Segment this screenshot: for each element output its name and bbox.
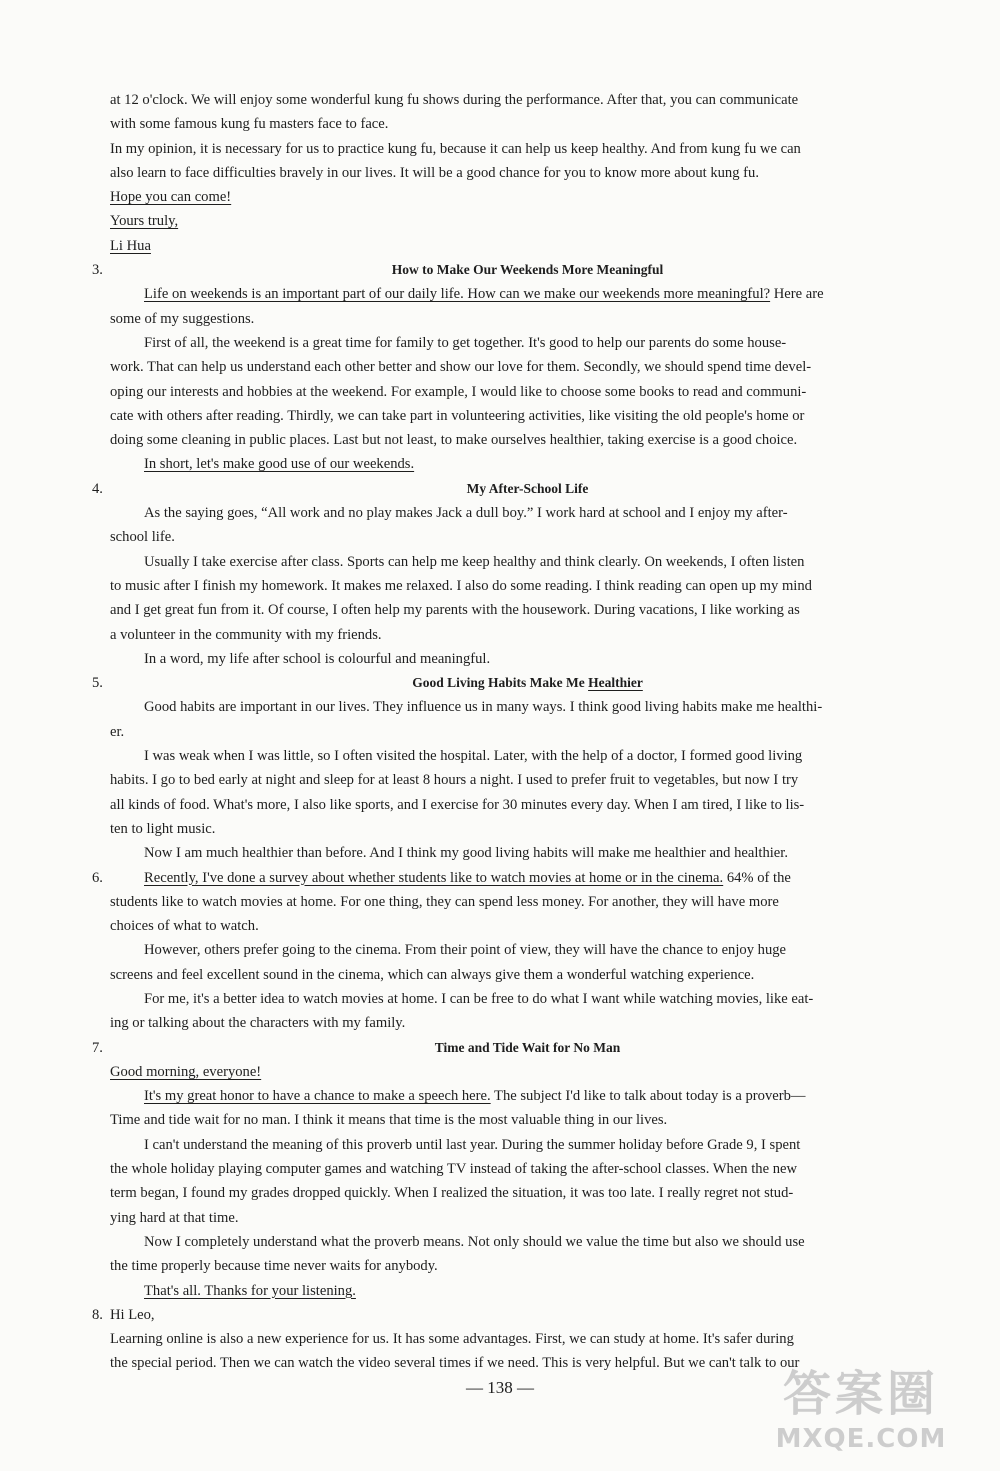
text-line: screens and feel excellent sound in the cinema, which can always give them a wonderful watching experience. [110, 966, 755, 983]
text-line: However, others prefer going to the cinema. From their point of view, they will have the chance to enjoy huge [144, 942, 787, 959]
text-line: to music after I finish my homework. It makes me relaxed. I also do some reading. I think reading can open up my mind [110, 577, 812, 594]
section-title [92, 1036, 945, 1060]
text-line: I can't understand the meaning of this proverb until last year. During the summer holiday before Grade 9, I spent [144, 1136, 801, 1153]
text-line: As the saying goes, “All work and no play makes Jack a dull boy.” I work hard at school and I enjoy my after- [144, 505, 788, 522]
section-title [92, 671, 945, 695]
text-line: with some famous kung fu masters face to face. [110, 116, 389, 133]
text-line: That's all. Thanks for your listening. [144, 1282, 356, 1299]
text-line: a volunteer in the community with my friends. [110, 626, 382, 643]
text-line: work. That can help us understand each other better and show our love for them. Secondly, we should spend time devel- [110, 359, 812, 376]
text-line: For me, it's a better idea to watch movies at home. I can be free to do what I want while watching movies, like eat- [144, 990, 814, 1007]
closing-line: Yours truly, [110, 213, 179, 230]
page-number: — 138 — [466, 1378, 534, 1397]
text-line: ing or talking about the characters with my family. [110, 1015, 406, 1032]
section-title-text: My After-School Life [466, 480, 589, 496]
text-line: students like to watch movies at home. For one thing, they can spend less money. For another, they will have more [110, 893, 779, 910]
text-line: habits. I go to bed early at night and sleep for at least 8 hours a night. I used to prefer fruit to vegetables, but now I try [110, 772, 799, 789]
text-line: In a word, my life after school is colourful and meaningful. [144, 650, 491, 667]
text-line: ten to light music. [110, 820, 216, 837]
text-line: Good habits are important in our lives. They influence us in many ways. I think good living habits make me healthi- [144, 699, 823, 716]
text-line: It's my great honor to have a chance to make a speech here. The subject I'd like to talk about today is a proverb— [144, 1088, 806, 1105]
text-line: the special period. Then we can watch the video several times if we need. This is very helpful. But we can't talk to our [110, 1355, 800, 1372]
text-line: Now I am much healthier than before. And I think my good living habits will make me healthier and healthier. [144, 845, 788, 862]
watermark-logo [746, 1355, 976, 1465]
section-title [92, 258, 945, 282]
document-body [92, 88, 945, 1376]
text-line: and I get great fun from it. Of course, I often help my parents with the housework. During vacations, I like working as [110, 602, 800, 619]
text-line: In my opinion, it is necessary for us to practice kung fu, because it can help us keep healthy. And from kung fu we can [110, 140, 801, 157]
watermark-text: 答案圈 [782, 1366, 939, 1422]
text-line: oping our interests and hobbies at the weekend. For example, I would like to choose some books to read and communi- [110, 383, 807, 400]
text-line: also learn to face difficulties bravely in our lives. It will be a good chance for you to know more about kung fu. [110, 164, 759, 181]
section-number: 5. [92, 675, 103, 692]
text-line: the whole holiday playing computer games and watching TV instead of taking the after-school classes. When the new [110, 1161, 798, 1178]
text-line: 6. Recently, I've done a survey about whether students like to watch movies at home or in the cinema. 64% of the [110, 866, 945, 890]
text-line: Good morning, everyone! [110, 1063, 262, 1080]
text-line: some of my suggestions. [110, 310, 255, 327]
text-line: cate with others after reading. Thirdly, we can take part in volunteering activities, like visiting the old people's home or [110, 407, 805, 424]
section-title-text: Good Living Habits Make Me Healthier [412, 675, 643, 691]
section-number: 6. [92, 869, 103, 886]
text-line: the time properly because time never waits for anybody. [110, 1258, 438, 1275]
greeting: Hi Leo, [110, 1306, 155, 1323]
text-line: choices of what to watch. [110, 918, 259, 935]
text-line: at 12 o'clock. We will enjoy some wonderful kung fu shows during the performance. After that, you can communicate [110, 92, 799, 108]
text-line: ying hard at that time. [110, 1209, 239, 1226]
text-line: In short, let's make good use of our weekends. [144, 456, 415, 473]
text-line: Life on weekends is an important part of our daily life. How can we make our weekends more meaningful? Here are [144, 286, 824, 303]
text-line: school life. [110, 529, 175, 546]
text-line: doing some cleaning in public places. Last but not least, to make ourselves healthier, taking exercise is a good choice. [110, 432, 798, 449]
text-line: Time and tide wait for no man. I think it means that time is the most valuable thing in our lives. [110, 1112, 668, 1129]
text-line: Usually I take exercise after class. Sports can help me keep healthy and think clearly. On weekends, I often listen [144, 553, 805, 570]
section-number: 4. [92, 480, 103, 497]
section-title-text: Time and Tide Wait for No Man [434, 1039, 621, 1055]
text-line: First of all, the weekend is a great time for family to get together. It's good to help our parents do some house- [144, 334, 787, 351]
text-line: Now I completely understand what the proverb means. Not only should we value the time but also we should use [144, 1233, 805, 1250]
section-number: 3. [92, 262, 103, 279]
closing-line: Li Hua [110, 237, 151, 254]
watermark-url: MXQE.COM [775, 1424, 947, 1454]
text-line: Learning online is also a new experience for us. It has some advantages. First, we can study at home. It's safer during [110, 1331, 794, 1348]
section-title [92, 477, 945, 501]
text-line: er. [110, 723, 125, 740]
section-number: 8. [92, 1306, 103, 1323]
section-title-text: How to Make Our Weekends More Meaningful [391, 262, 664, 278]
text-line: all kinds of food. What's more, I also like sports, and I exercise for 30 minutes every day. When I am tired, I like to lis- [110, 796, 805, 813]
text-line: term began, I found my grades dropped quickly. When I realized the situation, it was too late. I really regret not stud- [110, 1185, 794, 1202]
closing-line: Hope you can come! [110, 189, 232, 206]
section-number: 7. [92, 1039, 103, 1056]
text-line [92, 1303, 945, 1327]
text-line: I was weak when I was little, so I often visited the hospital. Later, with the help of a doctor, I formed good living [144, 748, 803, 765]
